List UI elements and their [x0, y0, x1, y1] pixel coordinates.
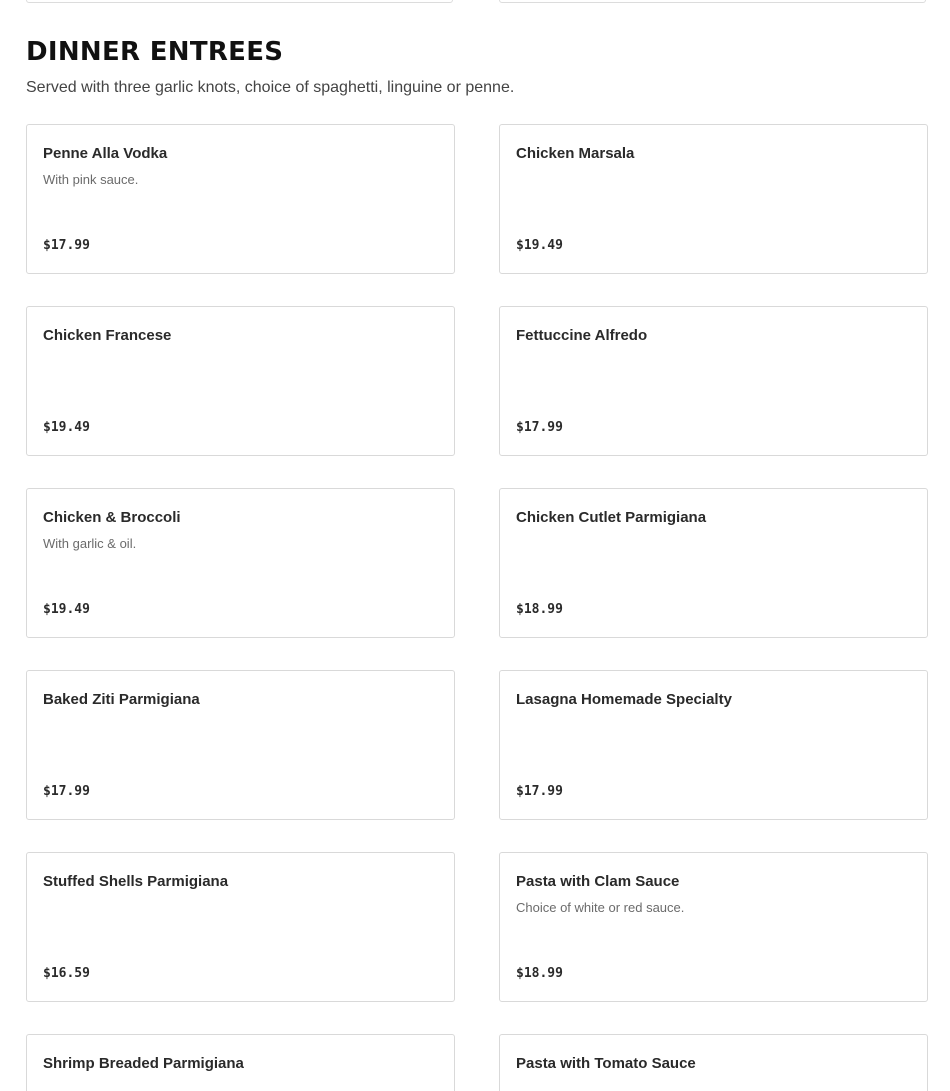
menu-item-price: $18.99 [516, 602, 563, 617]
menu-item-name: Penne Alla Vodka [43, 145, 168, 162]
previous-menu-item-card[interactable] [26, 0, 453, 3]
menu-item-card[interactable] [499, 306, 928, 456]
menu-item-card[interactable] [26, 488, 455, 638]
menu-item-card[interactable] [499, 1034, 928, 1091]
section-description: Served with three garlic knots, choice of spaghetti, linguine or penne. [26, 79, 515, 96]
menu-item-card[interactable] [26, 1034, 455, 1091]
menu-item-name: Chicken Cutlet Parmigiana [516, 509, 707, 526]
previous-menu-item-card[interactable] [499, 0, 926, 3]
menu-item-price: $17.99 [43, 238, 90, 253]
menu-item-card[interactable] [499, 124, 928, 274]
menu-item-price: $16.59 [43, 966, 90, 981]
menu-item-name: Shrimp Breaded Parmigiana [43, 1055, 244, 1072]
menu-item-card[interactable] [26, 670, 455, 820]
menu-item-name: Baked Ziti Parmigiana [43, 691, 200, 708]
menu-item-description: With garlic & oil. [43, 536, 137, 551]
menu-item-name: Chicken Francese [43, 327, 172, 344]
menu-item-card[interactable] [499, 488, 928, 638]
menu-item-name: Chicken Marsala [516, 145, 635, 162]
menu-item-card[interactable] [26, 124, 455, 274]
menu-item-price: $19.49 [43, 602, 90, 617]
menu-item-price: $19.49 [43, 420, 90, 435]
menu-item-grid [26, 124, 928, 1091]
menu-item-card[interactable] [26, 306, 455, 456]
menu-item-card[interactable] [499, 670, 928, 820]
menu-item-name: Pasta with Tomato Sauce [516, 1055, 696, 1072]
menu-item-price: $19.49 [516, 238, 563, 253]
section-title: DINNER ENTREES [26, 37, 284, 67]
menu-item-description: Choice of white or red sauce. [516, 900, 685, 915]
menu-item-price: $18.99 [516, 966, 563, 981]
menu-item-name: Fettuccine Alfredo [516, 327, 648, 344]
menu-item-name: Stuffed Shells Parmigiana [43, 873, 229, 890]
menu-item-card[interactable] [499, 852, 928, 1002]
menu-item-price: $17.99 [516, 784, 563, 799]
menu-item-card[interactable] [26, 852, 455, 1002]
menu-item-name: Lasagna Homemade Specialty [516, 691, 732, 708]
menu-item-name: Pasta with Clam Sauce [516, 873, 680, 890]
menu-item-name: Chicken & Broccoli [43, 509, 181, 526]
menu-item-price: $17.99 [516, 420, 563, 435]
menu-item-description: With pink sauce. [43, 172, 139, 187]
menu-item-price: $17.99 [43, 784, 90, 799]
